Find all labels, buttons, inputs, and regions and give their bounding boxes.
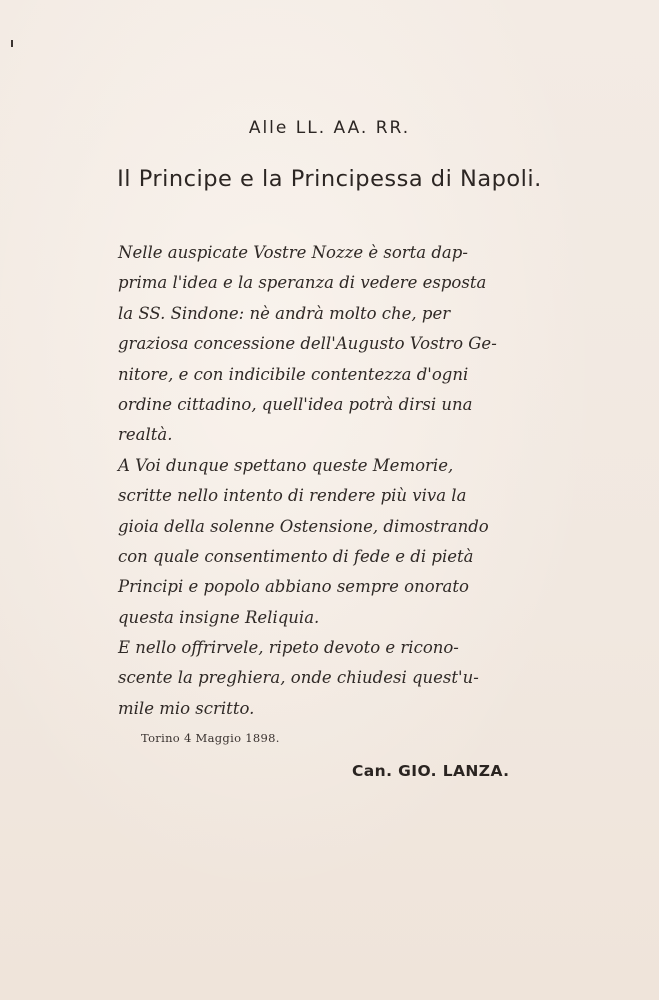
body-line: realtà. (118, 425, 173, 445)
body-line: mile mio scritto. (118, 698, 255, 718)
dedication-heading: Alle LL. AA. RR. (248, 118, 411, 138)
body-line: A Voi dunque spettano queste Memorie, (118, 455, 454, 475)
body-line: gioia della solenne Ostensione, dimostrando (118, 516, 489, 536)
margin-mark (11, 40, 13, 47)
body-line: la SS. Sindone: nè andrà molto che, per (118, 303, 451, 323)
body-line: ordine cittadino, quell'idea potrà dirsi una (118, 394, 473, 414)
recipients-heading: Il Principe e la Principessa di Napoli. (117, 166, 542, 192)
body-line: E nello offrirvele, ripeto devoto e ricono- (118, 638, 459, 658)
body-line: scente la preghiera, onde chiudesi quest'u- (118, 668, 479, 688)
signature: Can. GIO. LANZA. (352, 762, 510, 780)
dedication-body (118, 238, 538, 724)
body-line: scritte nello intento di rendere più viva la (118, 486, 467, 506)
body-line: Principi e popolo abbiano sempre onorato (118, 577, 469, 597)
body-line: Nelle auspicate Vostre Nozze è sorta dap- (118, 243, 468, 262)
body-line: con quale consentimento di fede e di pietà (118, 546, 474, 566)
date-line: Torino 4 Maggio 1898. (141, 731, 280, 745)
body-line: nitore, e con indicibile contentezza d'ogni (118, 364, 469, 384)
body-line: questa insigne Reliquia. (118, 607, 320, 627)
body-line: graziosa concessione dell'Augusto Vostro Ge- (118, 334, 497, 354)
body-line: prima l'idea e la speranza di vedere esposta (118, 273, 487, 293)
